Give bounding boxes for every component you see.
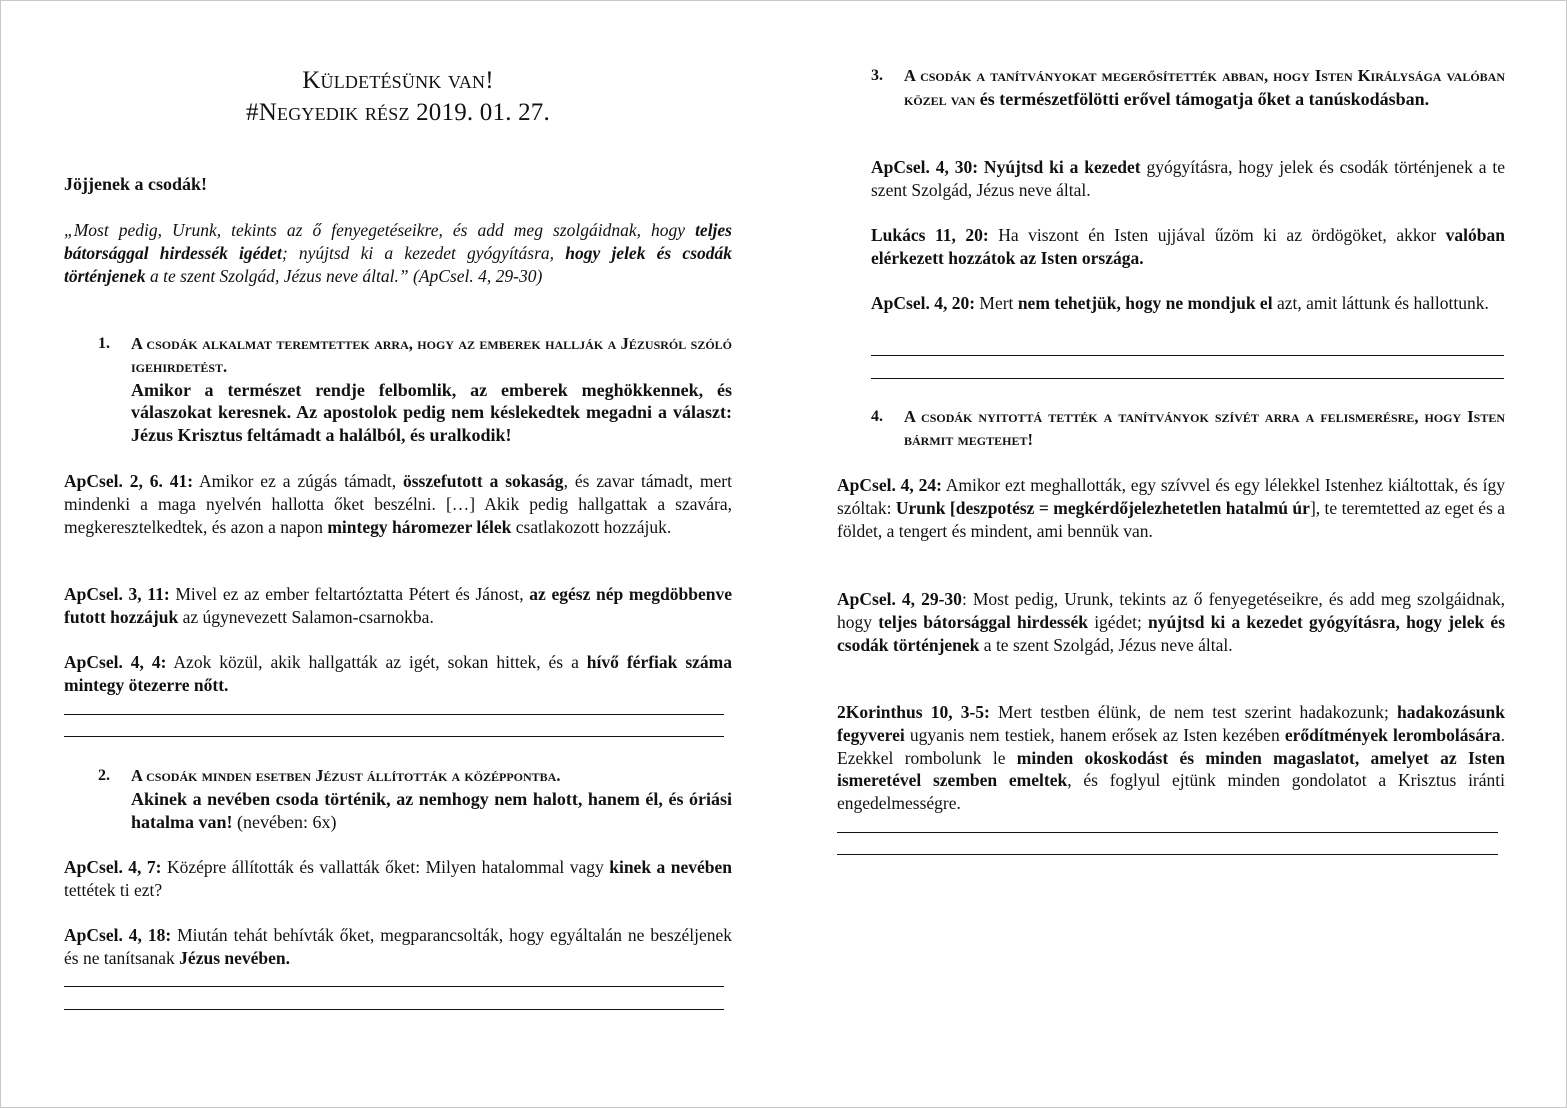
verse-reference: ApCsel. 4, 20:: [871, 293, 976, 313]
note-line: [837, 832, 1498, 833]
verse-text: Amikor ezt meghallották, egy szívvel és egy lélekkel Istenhez kiáltottak, és így szóltak:: [837, 475, 1506, 518]
note-line: [837, 854, 1498, 855]
verse-text: igédet;: [1087, 611, 1149, 632]
verse-bold: Urunk [deszpotész = megkérdőjelezhetetlen hatalmú úr: [895, 497, 1310, 518]
verse-text: Amikor ez a zúgás támadt,: [193, 471, 403, 491]
verse-lukacs-11-20: [871, 224, 1505, 270]
verse-reference: Lukács 11, 20:: [871, 225, 989, 245]
verse-bold: valóban elérkezett hozzátok az Isten országa.: [871, 225, 1505, 268]
verse-text: Mivel ez az ember feltartóztatta Pétert és Jánost,: [169, 584, 530, 604]
verse-reference: ApCsel. 4, 7:: [64, 857, 162, 877]
verse-text: ], te teremtetted az eget és a földet, a tengert és mindent, ami bennük van.: [837, 497, 1505, 541]
verse-text: Mert: [975, 293, 1018, 313]
note-line: [64, 986, 724, 987]
verse-apcsel-4-24: [837, 474, 1505, 542]
verse-text: azt, amit láttunk és hallottunk.: [1272, 293, 1489, 313]
point-emphasis: [131, 788, 732, 834]
heading-text: A csodák a tanítványokat megerősítették abban, hogy Isten Királysága valóban közel van: [904, 66, 1505, 109]
quote-bold: teljes bátorsággal hirdessék igédet: [64, 220, 732, 263]
verse-bold: Jézus nevében.: [179, 947, 290, 968]
point-number: 1.: [98, 335, 110, 352]
point-4: [871, 406, 1505, 452]
verse-bold: nyújtsd ki a kezedet gyógyításra, hogy jelek és csodák történjenek: [837, 611, 1506, 655]
note-line: [64, 736, 724, 737]
point-heading: A csodák nyitottá tették a tanítványok szívét arra a felismerésre, hogy Isten bármit megtehet!: [904, 407, 1505, 449]
point-1: [98, 333, 732, 447]
verse-bold: az egész nép megdöbbenve futott hozzájuk: [64, 584, 732, 627]
verse-bold: nem tehetjük, hogy ne mondjuk el: [1017, 293, 1273, 313]
verse-text: a te szent Szolgád, Jézus neve által.: [979, 634, 1233, 655]
note-line: [871, 355, 1504, 356]
verse-text: tettétek ti ezt?: [64, 879, 163, 900]
verse-bold: mintegy háromezer lélek: [327, 516, 512, 537]
point-emphasis: Amikor a természet rendje felbomlik, az emberek meghökkennek, és válaszokat keresnek. Az apostolok pedig nem késlekedtek megadni a választ: Jézus Krisztus feltámadt a halálból, és uralkodik!: [131, 379, 732, 446]
verse-bold: Nyújtsd ki a kezedet: [978, 157, 1141, 177]
verse-text: , és zavar támadt, mert mindenki a maga nyelvén hallotta őket beszélni. […] Akik pedig hallgattak a szavára, megkeresztelkedtek, és azon a napon: [64, 471, 732, 537]
intro-quote: [64, 219, 732, 287]
verse-text: Ha viszont én Isten ujjával űzöm ki az ördögöket, akkor: [988, 225, 1446, 245]
point-number: 4.: [871, 408, 883, 425]
verse-text: Miután tehát behívták őket, megparancsolták, hogy egyáltalán ne beszéljenek és ne tanítsanak: [64, 925, 732, 968]
point-heading: A csodák minden esetben Jézust állították a középpontba.: [131, 766, 561, 785]
verse-bold: hadakozásunk fegyverei: [837, 702, 1505, 745]
note-line: [64, 714, 724, 715]
verse-apcsel-4-4: [64, 651, 732, 697]
verse-text: ugyanis nem testiek, hanem erősek az Isten kezében: [904, 724, 1285, 745]
verse-reference: ApCsel. 2, 6. 41:: [64, 471, 194, 491]
intro-heading: Jöjjenek a csodák!: [64, 174, 207, 194]
verse-reference: ApCsel. 4, 29-30: [837, 589, 962, 609]
verse-bold: összefutott a sokaság: [402, 471, 564, 491]
note-line: [871, 378, 1504, 379]
point-3: [871, 65, 1505, 112]
point-heading: [904, 65, 1505, 112]
verse-2korinthus-10-3-5: [837, 701, 1505, 815]
quote-text: a te szent Szolgád, Jézus neve által.”: [145, 265, 409, 286]
title-line-1: Küldetésünk van!: [302, 67, 494, 94]
verse-apcsel-4-29-30: [837, 588, 1505, 656]
point-number: 3.: [871, 67, 883, 84]
note-line: [64, 1009, 724, 1010]
document-title: [64, 65, 732, 129]
verse-text: . Ezekkel rombolunk le: [837, 724, 1505, 768]
emphasis-text: Akinek a nevében csoda történik, az nemhogy nem halott, hanem él, és óriási hatalma van!: [131, 788, 732, 832]
verse-apcsel-3-11: [64, 583, 732, 629]
emphasis-note: (nevében: 6x): [232, 811, 337, 832]
verse-text: az úgynevezett Salamon-csarnokba.: [178, 606, 434, 627]
verse-bold: erődítmények lerombolására: [1284, 724, 1501, 745]
quote-text: „Most pedig, Urunk, tekints az ő fenyegetéseikre, és add meg szolgáidnak, hogy: [64, 220, 696, 240]
verse-bold: kinek a nevében: [609, 857, 733, 877]
point-number: 2.: [98, 767, 110, 784]
verse-apcsel-4-7: [64, 856, 732, 902]
verse-text: Középre állították és vallatták őket: Milyen hatalommal vagy: [161, 857, 610, 877]
point-heading: A csodák alkalmat teremtettek arra, hogy az emberek hallják a Jézusról szóló igehirdetést.: [131, 334, 732, 376]
title-line-2: #Negyedik rész 2019. 01. 27.: [246, 99, 550, 126]
verse-bold: hívő férfiak száma mintegy ötezerre nőtt.: [64, 652, 732, 695]
verse-reference: ApCsel. 4, 4:: [64, 652, 167, 672]
quote-text: ; nyújtsd ki a kezedet gyógyításra,: [281, 242, 566, 263]
verse-apcsel-4-18: [64, 924, 732, 970]
point-2: [98, 765, 732, 833]
verse-bold: teljes bátorsággal hirdessék: [878, 611, 1088, 632]
heading-bold-text: és természetfölötti erővel támogatja őket a tanúskodásban.: [975, 88, 1430, 109]
verse-text: : Most pedig, Urunk, tekints az ő fenyegetéseikre, és add meg szolgáidnak, hogy: [837, 589, 1505, 632]
verse-reference: ApCsel. 4, 30:: [871, 157, 979, 177]
verse-reference: ApCsel. 3, 11:: [64, 584, 170, 604]
verse-apcsel-2-6-41: [64, 470, 732, 538]
verse-apcsel-4-30: [871, 156, 1505, 202]
verse-text: , és foglyul ejtünk minden gondolatot a Krisztus iránti engedelmességre.: [837, 770, 1505, 814]
verse-reference: ApCsel. 4, 18:: [64, 925, 172, 945]
verse-text: gyógyításra, hogy jelek és csodák történjenek a te szent Szolgád, Jézus neve által.: [871, 157, 1505, 200]
verse-reference: 2Korinthus 10, 3-5:: [837, 702, 990, 722]
verse-text: csatlakozott hozzájuk.: [511, 516, 672, 537]
verse-text: Azok közül, akik hallgatták az igét, sokan hittek, és a: [166, 652, 587, 672]
verse-apcsel-4-20: [871, 292, 1505, 315]
verse-bold: minden okoskodást és minden magaslatot, amelyet az Isten ismeretével szemben emeltek: [837, 747, 1505, 791]
verse-text: Mert testben élünk, de nem test szerint hadakozunk;: [989, 702, 1398, 722]
verse-reference: ApCsel. 4, 24:: [837, 475, 942, 495]
quote-bold: hogy jelek és csodák történjenek: [64, 242, 732, 286]
quote-reference: (ApCsel. 4, 29-30): [408, 265, 543, 286]
